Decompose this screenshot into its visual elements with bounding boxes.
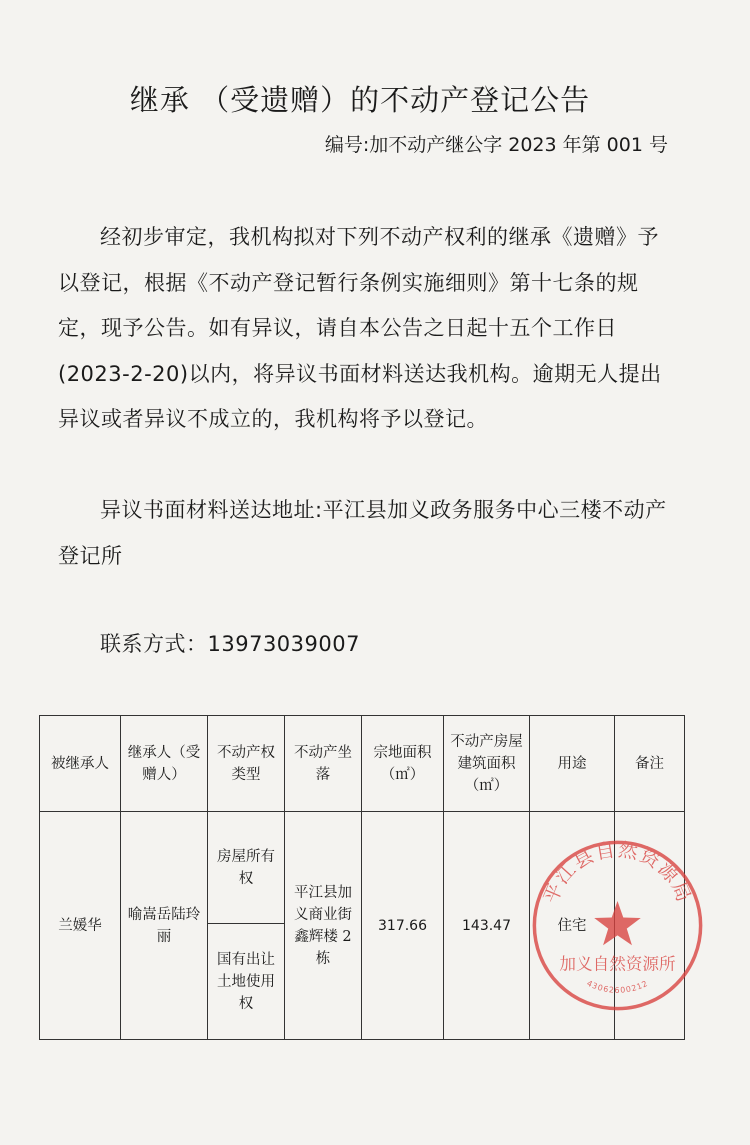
header-land-area: 宗地面积（㎡） (362, 716, 444, 812)
registration-table (39, 715, 685, 1040)
right-type-land-cell: 国有出让土地使用权 (208, 924, 285, 1040)
building-area-cell: 143.47 (444, 812, 530, 1040)
table-row (40, 812, 685, 924)
seal-code-text: 43062600212 (585, 978, 650, 995)
header-right-type: 不动产权类型 (208, 716, 285, 812)
table-header-row (40, 716, 685, 812)
header-remarks: 备注 (615, 716, 685, 812)
decedent-cell: 兰媛华 (40, 812, 121, 1040)
notice-body-paragraph: 经初步审定，我机构拟对下列不动产权利的继承《遗赠》予以登记，根据《不动产登记暂行条例实施细则》第十七条的规定，现予公告。如有异议，请自本公告之日起十五个工作日(2023-2-20)以内，将异议书面材料送达我机构。逾期无人提出异议或者异议不成立的，我机构将予以登记。 (58, 225, 662, 431)
location-cell: 平江县加义商业街鑫辉楼 2 栋 (285, 812, 362, 1040)
header-location: 不动产坐落 (285, 716, 362, 812)
contact-info: 联系方式：13973039007 (100, 632, 360, 656)
header-decedent: 被继承人 (40, 716, 121, 812)
objection-address-paragraph: 异议书面材料送达地址:平江县加义政务服务中心三楼不动产登记所 (58, 498, 667, 568)
remarks-cell (615, 812, 685, 1040)
heirs-cell: 喻嵩岳陆玲丽 (121, 812, 208, 1040)
document-number: 编号:加不动产继公字 2023 年第 001 号 (324, 134, 668, 156)
header-heirs: 继承人（受赠人） (121, 716, 208, 812)
seal-top-text: 平江县自然资源局 (538, 838, 697, 907)
right-type-house-cell: 房屋所有权 (208, 812, 285, 924)
header-building-area: 不动产房屋建筑面积（㎡） (444, 716, 530, 812)
land-area-cell: 317.66 (362, 812, 444, 1040)
usage-cell: 住宅 (530, 812, 615, 1040)
seal-bottom-text: 加义自然资源所 (559, 954, 676, 974)
notice-title: 继承 （受遗赠）的不动产登记公告 (129, 83, 591, 117)
header-usage: 用途 (530, 716, 615, 812)
